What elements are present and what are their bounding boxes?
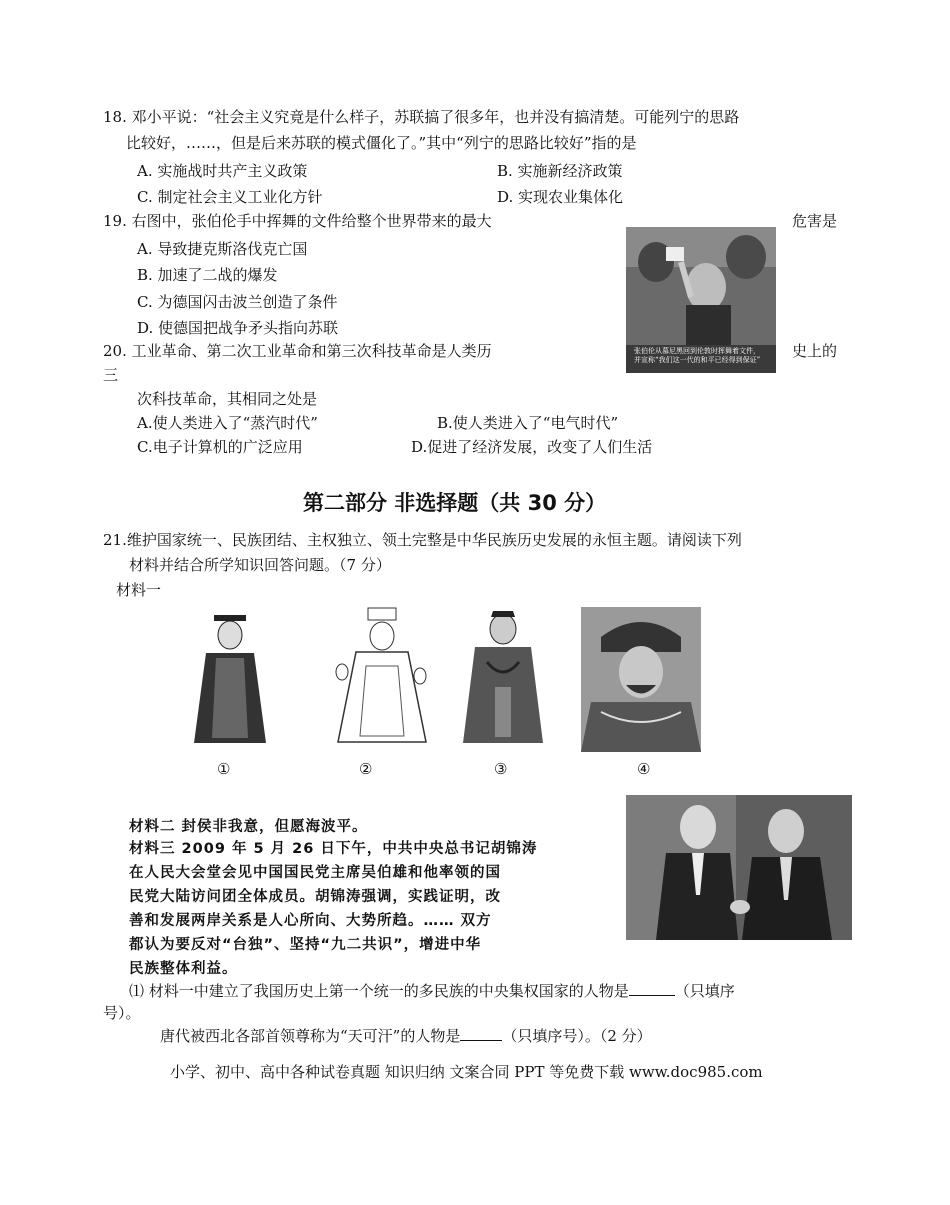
q20-option-d: D.促进了经济发展，改变了人们生活 — [411, 438, 653, 456]
q20-stem-wrap: 三 — [103, 366, 119, 384]
material1-label: 材料一 — [116, 581, 162, 599]
figure-label-1: ① — [217, 760, 231, 778]
emperor-figure-3 — [457, 607, 547, 748]
q21-intro-line2: 材料并结合所学知识回答问题。（7 分） — [129, 556, 391, 574]
chamberlain-caption: 张伯伦从慕尼黑回到伦敦时挥舞着文件，并宣称“我们这一代的和平已经得到保证” — [634, 347, 761, 364]
q20-option-b: B.使人类进入了“电气时代” — [437, 414, 619, 432]
figure-label-4: ④ — [637, 760, 651, 778]
q18-option-a: A. 实施战时共产主义政策 — [137, 162, 308, 180]
q21-sub1-line2: 号）。 — [103, 1004, 141, 1022]
q20-line2: 次科技革命，其相同之处是 — [137, 390, 318, 408]
material3-line3: 民党大陆访问团全体成员。胡锦涛强调，实践证明，改 — [129, 889, 501, 905]
q19-option-d: D. 使德国把战争矛头指向苏联 — [137, 319, 339, 337]
q19-option-c: C. 为德国闪击波兰创造了条件 — [137, 293, 338, 311]
q19-stem: 19. 右图中，张伯伦手中挥舞的文件给整个世界带来的最大 — [103, 212, 492, 230]
answer-blank-2[interactable] — [460, 1024, 502, 1041]
material3-line1: 材料三 2009 年 5 月 26 日下午，中共中央总书记胡锦涛 — [129, 841, 538, 857]
q19-option-b: B. 加速了二战的爆发 — [137, 266, 278, 284]
handshake-photo — [626, 795, 852, 940]
material3-line2: 在人民大会堂会见中国国民党主席吴伯雄和他率领的国 — [129, 865, 501, 881]
material3-line5: 都认为要反对“台独”、坚持“九二共识”，增进中华 — [129, 937, 482, 953]
q18-line1: 18. 邓小平说：“社会主义究竟是什么样子，苏联搞了很多年，也并没有搞清楚。可能列宁的思路 — [103, 108, 740, 126]
q18-option-c: C. 制定社会主义工业化方针 — [137, 188, 323, 206]
material3-line4: 善和发展两岸关系是人心所向、大势所趋。…… 双方 — [129, 913, 492, 929]
q21-sub1-text-d: 唐代被西北各部首领尊称为“天可汗”的人物是 — [160, 1027, 461, 1045]
figure-label-3: ③ — [494, 760, 508, 778]
q21-sub1-text-b: （只填序 — [674, 982, 735, 1000]
q18-option-b: B. 实施新经济政策 — [497, 162, 623, 180]
chamberlain-photo — [626, 227, 776, 373]
q21-sub1-text-e: （只填序号）。（2 分） — [502, 1027, 652, 1045]
material2: 材料二 封侯非我意，但愿海波平。 — [129, 819, 368, 835]
q21-sub1-line1 — [129, 978, 735, 1004]
q20-stem: 20. 工业革命、第二次工业革命和第三次科技革命是人类历 — [103, 342, 492, 360]
q20-option-c: C.电子计算机的广泛应用 — [137, 438, 303, 456]
emperor-figure-2 — [326, 606, 434, 748]
answer-blank-1[interactable] — [629, 979, 675, 996]
q19-stem-end: 危害是 — [792, 212, 838, 230]
q18-option-d: D. 实现农业集体化 — [497, 188, 624, 206]
emperor-figure-4 — [581, 607, 701, 752]
q18-line2: 比较好，……，但是后来苏联的模式僵化了。”其中“列宁的思路比较好”指的是 — [126, 134, 637, 152]
q21-sub1-text-a: ⑴ 材料一中建立了我国历史上第一个统一的多民族的中央集权国家的人物是 — [129, 982, 629, 1000]
q21-sub1-line3 — [160, 1023, 652, 1049]
q20-option-a: A.使人类进入了“蒸汽时代” — [137, 414, 318, 432]
footer: 小学、初中、高中各种试卷真题 知识归纳 文案合同 PPT 等免费下载 www.doc985.com — [170, 1063, 763, 1081]
q20-stem-end: 史上的 — [792, 342, 838, 360]
q21-intro-line1: 21.维护国家统一、民族团结、主权独立、领土完整是中华民族历史发展的永恒主题。请阅读下列 — [103, 531, 742, 549]
figure-label-2: ② — [359, 760, 373, 778]
part2-title: 第二部分 非选择题（共 30 分） — [303, 491, 607, 515]
q19-option-a: A. 导致捷克斯洛伐克亡国 — [137, 240, 308, 258]
material3-line6: 民族整体利益。 — [129, 961, 238, 977]
emperor-figure-1 — [186, 613, 274, 748]
